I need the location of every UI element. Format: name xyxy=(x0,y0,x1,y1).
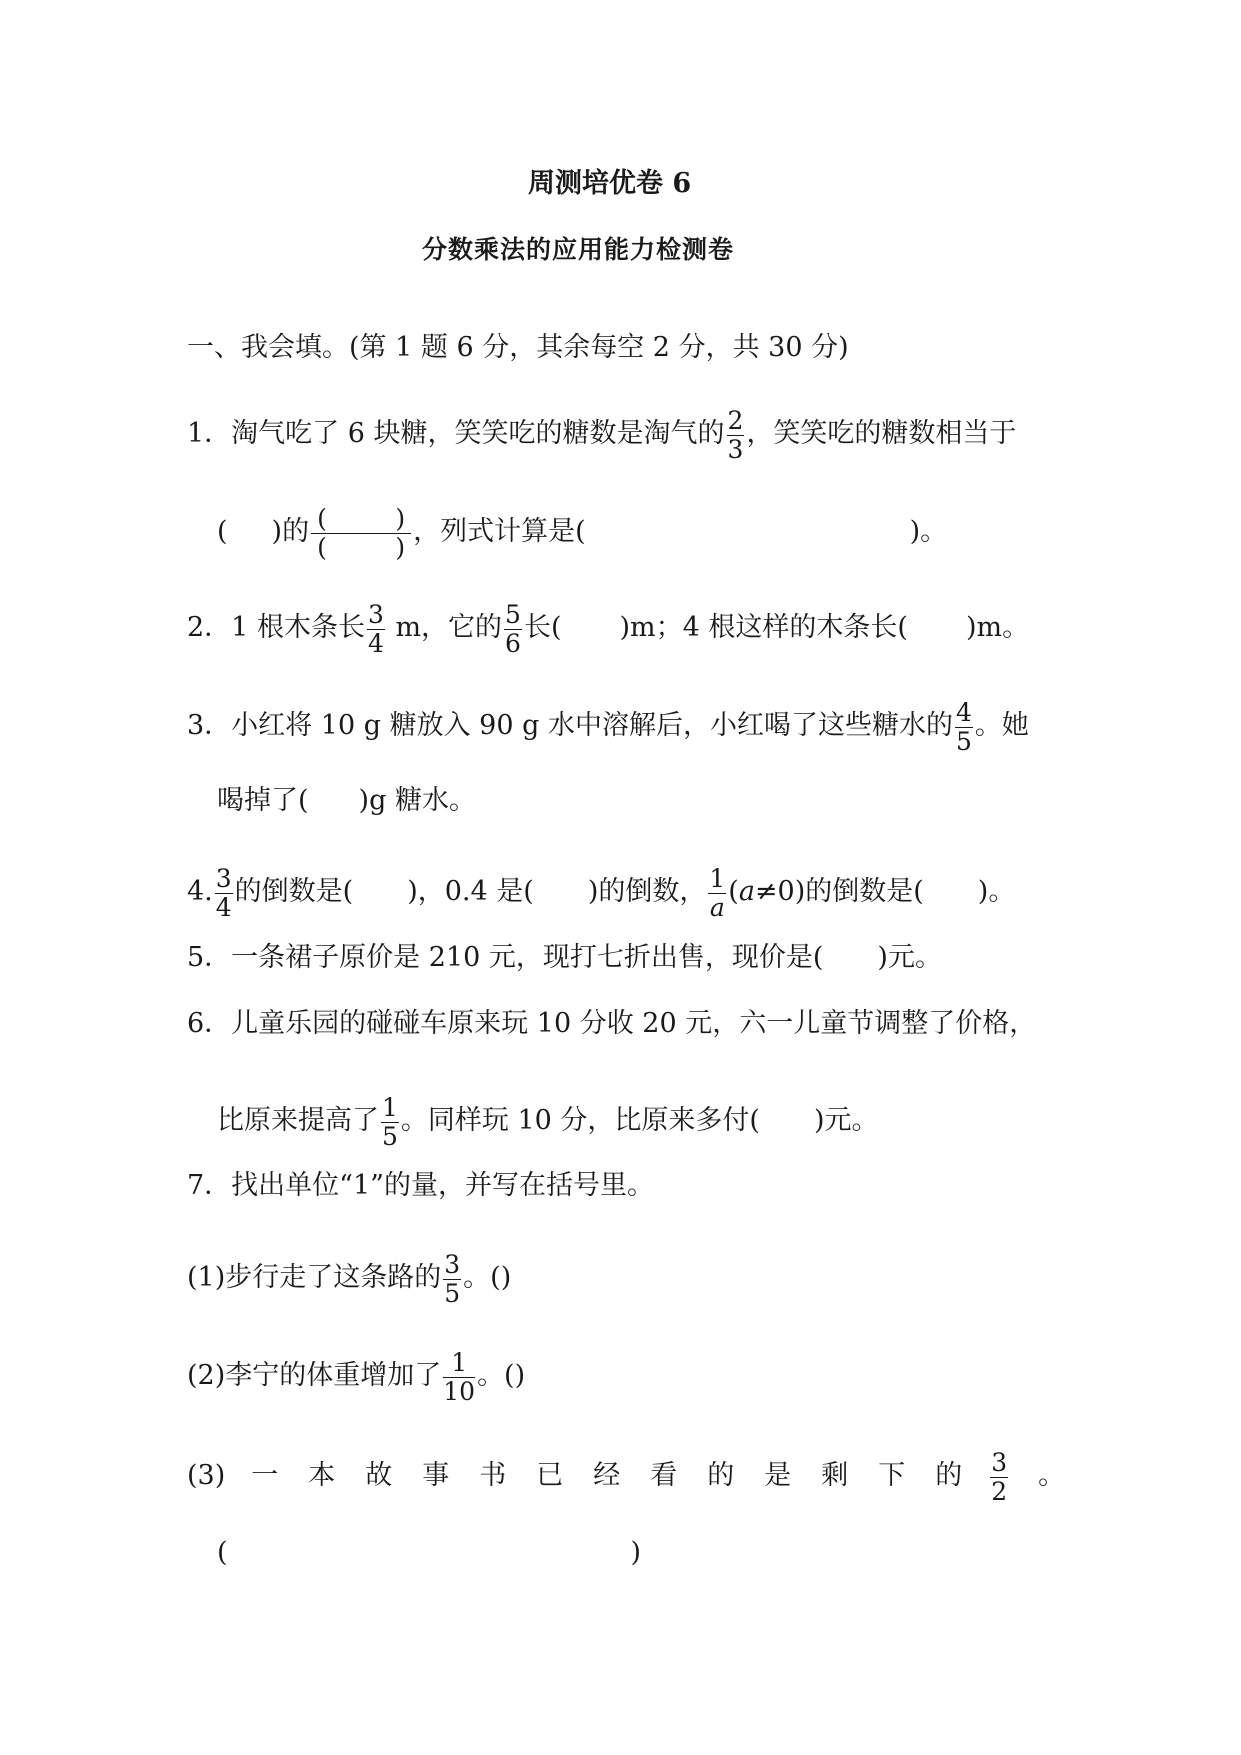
question-3-line-1: 3．小红将 10 g 糖放入 90 g 水中溶解后，小红喝了这些糖水的 $\frac{4}{5}$ 。她 xyxy=(187,698,1029,756)
fraction: $\frac{5}{6}$ xyxy=(505,600,521,658)
page-subtitle: 分数乘法的应用能力检测卷 xyxy=(422,235,735,264)
fraction: $\frac{1}{a}$ xyxy=(709,864,726,922)
question-7-part-1: (1)步行走了这条路的 $\frac{3}{5}$ 。() xyxy=(187,1250,512,1308)
question-6-line-1: 6．儿童乐园的碰碰车原来玩 10 分收 20 元，六一儿童节调整了价格， xyxy=(187,1008,1037,1039)
fraction: $\frac{2}{3}$ xyxy=(727,406,744,464)
answer-blank[interactable]: 。() xyxy=(463,1262,512,1293)
question-5: 5．一条裙子原价是 210 元，现打七折出售，现价是( )元。 xyxy=(187,942,942,973)
fraction: $\frac{3}{4}$ xyxy=(367,600,384,658)
question-4: 4. $\frac{3}{4}$ 的倒数是( )，0.4 是( )的倒数， $\frac{1}{a}$ (a≠0)的倒数是( )。 xyxy=(187,864,1016,922)
fraction: $\frac{3}{2}$ xyxy=(991,1448,1008,1506)
fraction: $\frac{1}{10}$ xyxy=(443,1348,476,1406)
question-3-line-2: 喝掉了( )g 糖水。 xyxy=(217,785,476,816)
question-7-heading: 7．找出单位“1”的量，并写在括号里。 xyxy=(187,1170,654,1201)
fraction: $\frac{4}{5}$ xyxy=(955,698,972,756)
question-1-line-1: 1．淘气吃了 6 块糖，笑笑吃的糖数是淘气的 $\frac{2}{3}$ ，笑笑吃的糖数相当于 xyxy=(187,406,1017,464)
fraction: $\frac{3}{4}$ xyxy=(215,864,232,922)
section-heading: 一、我会填。(第 1 题 6 分，其余每空 2 分，共 30 分) xyxy=(187,332,849,363)
question-7-part-3-answer: ( ) xyxy=(217,1537,642,1568)
question-1-line-2: ( )的 ( ) ( ) ，列式计算是( )。 xyxy=(217,504,948,562)
page-title: 周测培优卷 6 xyxy=(528,168,692,199)
question-7-part-3: (3) 一 本 故 事 书 已 经 看 的 是 剩 下 的 $\frac{3}{2}$ 。 xyxy=(187,1448,1066,1506)
fraction: $\frac{3}{5}$ xyxy=(444,1250,461,1308)
question-2: 2．1 根木条长 $\frac{3}{4}$ m，它的 $\frac{5}{6}$ 长( )m；4 根这样的木条长( )m。 xyxy=(187,600,1030,658)
fraction: $\frac{1}{5}$ xyxy=(382,1093,398,1151)
question-7-part-2: (2)李宁的体重增加了 $\frac{1}{10}$ 。() xyxy=(187,1348,526,1406)
fraction-blank[interactable]: ( ) ( ) xyxy=(311,505,411,562)
question-6-line-2: 比原来提高了 $\frac{1}{5}$ 。同样玩 10 分，比原来多付( )元。 xyxy=(217,1093,879,1151)
answer-blank[interactable]: 。() xyxy=(477,1360,526,1391)
